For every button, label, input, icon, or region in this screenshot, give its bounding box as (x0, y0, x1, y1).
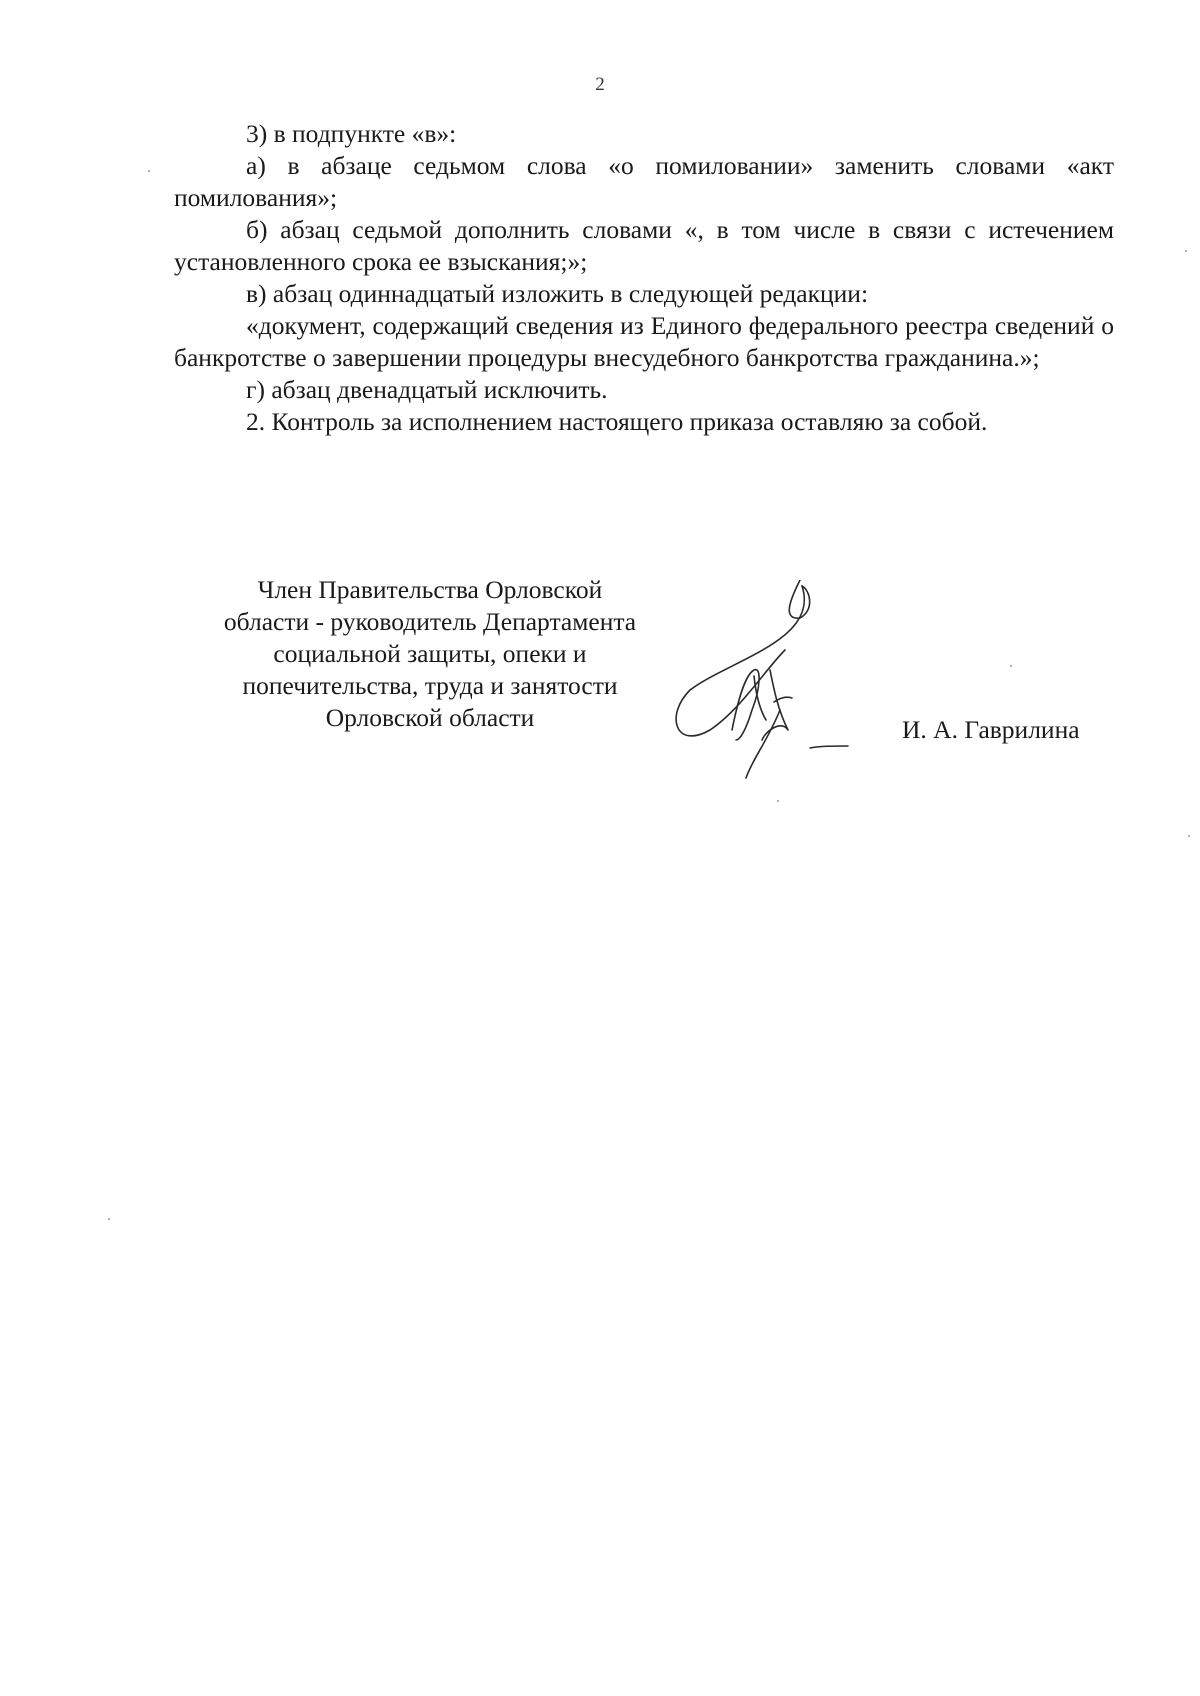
scan-speck (148, 170, 150, 172)
page-number: 2 (595, 74, 605, 95)
signatory-position-line: области - руководитель Департамента (223, 607, 637, 636)
document-body (174, 118, 1114, 438)
handwritten-signature (670, 580, 870, 780)
signatory-position-line: социальной защиты, опеки и (273, 639, 587, 668)
signatory-name: И. А. Гаврилина (902, 715, 1080, 744)
paragraph-item-v: в) абзац одиннадцатый изложить в следующей редакции: (246, 279, 869, 308)
paragraph-item-a: а) в абзаце седьмом слова «о помиловании» заменить словами «акт помилования»; (174, 151, 1114, 212)
paragraph-control: 2. Контроль за исполнением настоящего приказа оставляю за собой. (246, 407, 988, 436)
scan-speck (777, 800, 779, 802)
paragraph-item-g: г) абзац двенадцатый исключить. (246, 375, 608, 404)
scan-speck (1185, 250, 1187, 252)
scan-speck (1010, 665, 1012, 667)
scan-speck (108, 1218, 110, 1220)
scan-speck (1188, 835, 1190, 837)
signatory-position-line: попечительства, труда и занятости (242, 671, 618, 700)
signatory-position (180, 574, 680, 734)
paragraph-subpoint-3: 3) в подпункте «в»: (246, 119, 457, 148)
paragraph-item-b: б) абзац седьмой дополнить словами «, в том числе в связи с истечением установленного срока ее взыскания;»; (174, 215, 1114, 276)
signatory-position-line: Член Правительства Орловской (257, 575, 603, 604)
paragraph-new-wording: «документ, содержащий сведения из Единого федерального реестра сведений о банкротстве о завершении процедуры внесудебного банкротства гражданина.»; (174, 311, 1114, 372)
signatory-position-line: Орловской области (325, 703, 535, 732)
